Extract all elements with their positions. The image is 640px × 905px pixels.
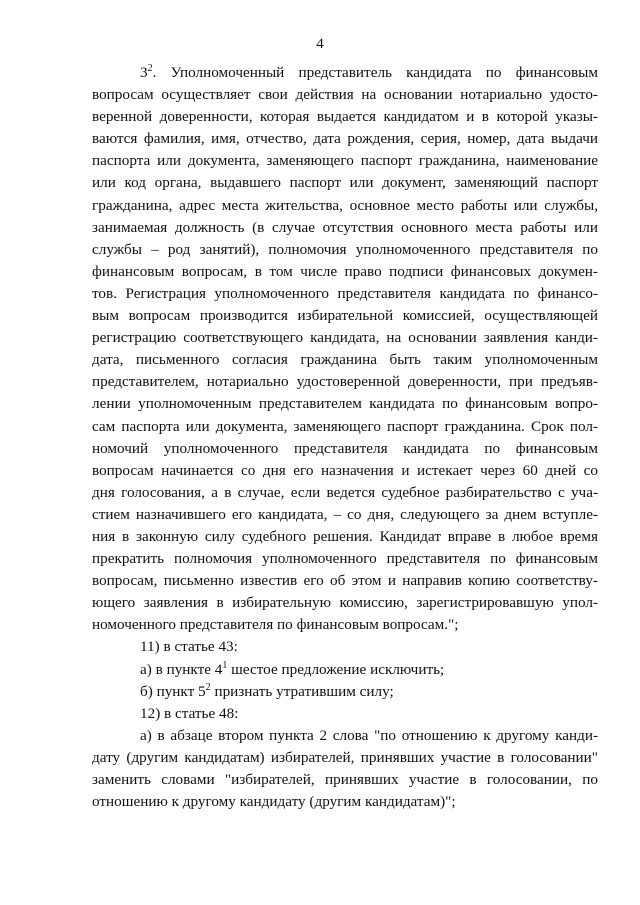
text-line: вопросам начинается со дня его назначения и истекает через 60 дней со (92, 461, 598, 479)
text-line: паспорта или документа, заменяющего паспорт гражданина, наименование (92, 152, 598, 170)
text-line: ваются фамилия, имя, отчество, дата рождения, серия, номер, дата выдачи (92, 130, 598, 148)
text-line: . Уполномоченный представитель кандидата по финансовым (152, 64, 598, 81)
text-line: дня голосования, а в случае, если ведется судебное разбирательство с уча- (92, 483, 598, 501)
text-line: финансовым вопросам, в том числе право подписи финансовых докумен- (92, 262, 598, 280)
item-11b-text: б) пункт 5 (140, 682, 206, 700)
text-line: вопросам, письменно известив его об этом и направив копию соответству- (92, 572, 598, 590)
text-line: ющего заявления в избирательную комиссию, зарегистрировавшую упол- (92, 594, 598, 612)
text-line: представителем, нотариально удостоверенной доверенности, при предъяв- (92, 373, 598, 391)
item-12a-line: дату (другим кандидатам) избирателей, принявших участие в голосовании" (92, 748, 598, 766)
text-line: стием назначившего его кандидата, – со дня, следующего за днем вступле- (92, 505, 598, 523)
paragraph-number-superscript: 2 (147, 62, 153, 74)
text-line: гражданина, адрес места жительства, основное место работы или службы, (92, 196, 598, 214)
item-12-heading: 12) в статье 48: (140, 704, 239, 722)
text-line: лении уполномоченным представителем кандидата по финансовым вопро- (92, 395, 598, 413)
paragraph-number: 3 (140, 64, 148, 81)
item-11b (92, 681, 598, 703)
text-line: службы – род занятий), полномочия уполномоченного представителя по (92, 240, 598, 258)
paragraph-3-2-line-1 (92, 62, 598, 84)
text-line: сам паспорта или документа, заменяющего паспорт гражданина. Срок пол- (92, 417, 598, 435)
text-line: тов. Регистрация уполномоченного представителя кандидата по финансо- (92, 284, 598, 302)
item-11a-text-end: шестое предложение исключить; (227, 660, 445, 678)
text-line: вопросам осуществляет свои действия на основании нотариально удосто- (92, 86, 598, 104)
text-line: регистрацию соответствующего кандидата, на основании заявления канди- (92, 329, 598, 347)
item-11a-superscript: 1 (222, 659, 228, 671)
text-line: номочий уполномоченного представителя кандидата по финансовым (92, 439, 598, 457)
text-line: занимаемая должность (в случае отсутствия основного места работы или (92, 218, 598, 236)
text-line: вым вопросам производится избирательной комиссией, осуществляющей (92, 307, 598, 325)
text-line: дата, письменного согласия гражданина быть таким уполномоченным (92, 351, 598, 369)
item-12a-line: заменить словами "избирателей, принявших участие в голосовании, по (92, 771, 598, 788)
item-12a-line: отношению к другому кандидату (другим кандидатам)"; (92, 793, 456, 811)
text-line: или код органа, выдавшего паспорт или документ, заменяющий паспорт (92, 174, 598, 192)
text-line: номоченного представителя по финансовым вопросам."; (92, 616, 459, 634)
item-11b-superscript: 2 (205, 681, 211, 693)
item-11b-text-end: признать утратившим силу; (210, 682, 394, 700)
document-body (92, 62, 598, 813)
item-11-heading: 11) в статье 43: (140, 638, 238, 656)
text-line: веренной доверенности, которая выдается кандидатом и в которой указы- (92, 108, 598, 126)
item-11a-text: а) в пункте 4 (140, 660, 223, 678)
text-line: прекратить полномочия уполномоченного представителя по финансовым (92, 550, 598, 568)
item-11a (92, 659, 598, 681)
page-number: 4 (316, 36, 324, 52)
item-12a-line: а) в абзаце втором пункта 2 слова "по отношению к другому канди- (140, 726, 598, 744)
text-line: ния в законную силу судебного решения. Кандидат вправе в любое время (92, 527, 598, 545)
